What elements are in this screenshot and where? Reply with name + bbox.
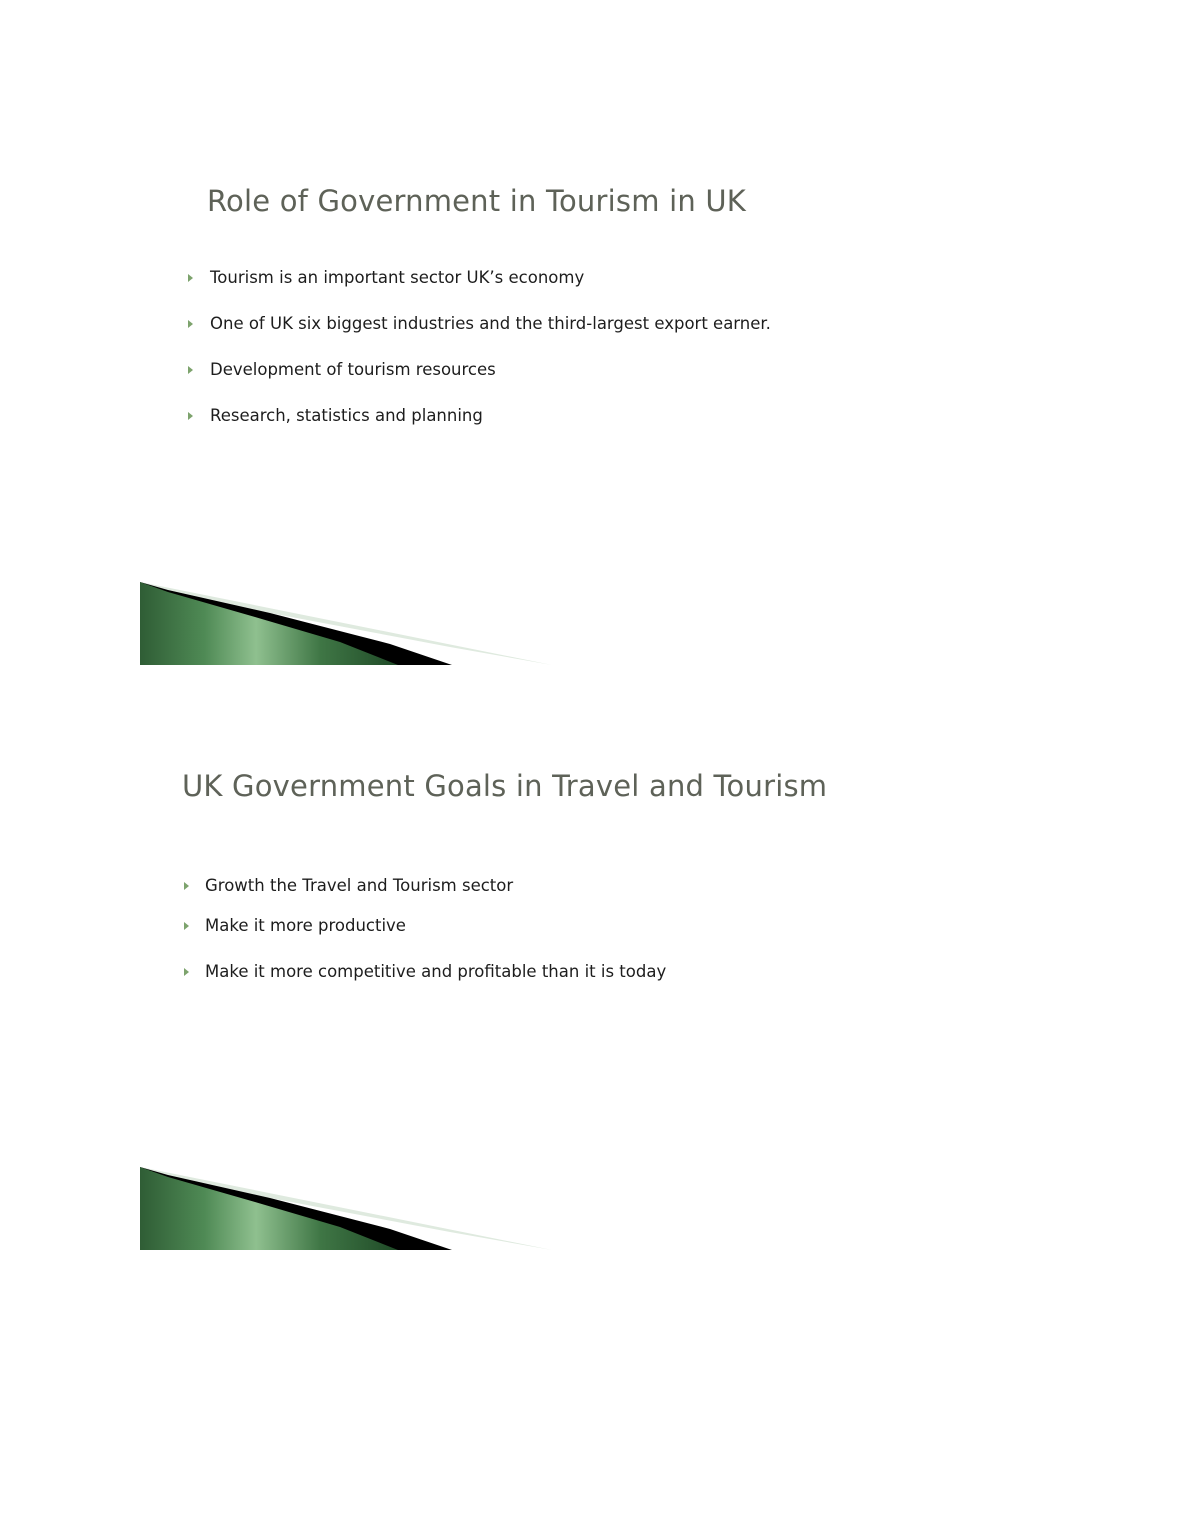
- slide-2: [140, 725, 960, 1250]
- bullet-text: Development of tourism resources: [210, 360, 496, 379]
- bullet-text: One of UK six biggest industries and the third-largest export earner.: [210, 314, 771, 333]
- triangle-right-icon: [184, 882, 189, 890]
- slide-title: UK Government Goals in Travel and Tourism: [182, 769, 828, 803]
- bullet-text: Tourism is an important sector UK’s economy: [210, 268, 585, 287]
- triangle-right-icon: [188, 412, 193, 420]
- triangle-right-icon: [188, 366, 193, 374]
- bullet-text: Growth the Travel and Tourism sector: [205, 876, 514, 895]
- green-swoosh-graphic: [140, 582, 552, 665]
- slide-1: [140, 140, 960, 665]
- triangle-right-icon: [188, 274, 193, 282]
- bullet-text: Make it more productive: [205, 916, 406, 935]
- bullet-text: Research, statistics and planning: [210, 406, 483, 425]
- green-swoosh-graphic: [140, 1167, 552, 1250]
- triangle-right-icon: [184, 922, 189, 930]
- triangle-right-icon: [188, 320, 193, 328]
- bullet-text: Make it more competitive and profitable than it is today: [205, 962, 667, 981]
- triangle-right-icon: [184, 968, 189, 976]
- slide-title: Role of Government in Tourism in UK: [207, 184, 746, 218]
